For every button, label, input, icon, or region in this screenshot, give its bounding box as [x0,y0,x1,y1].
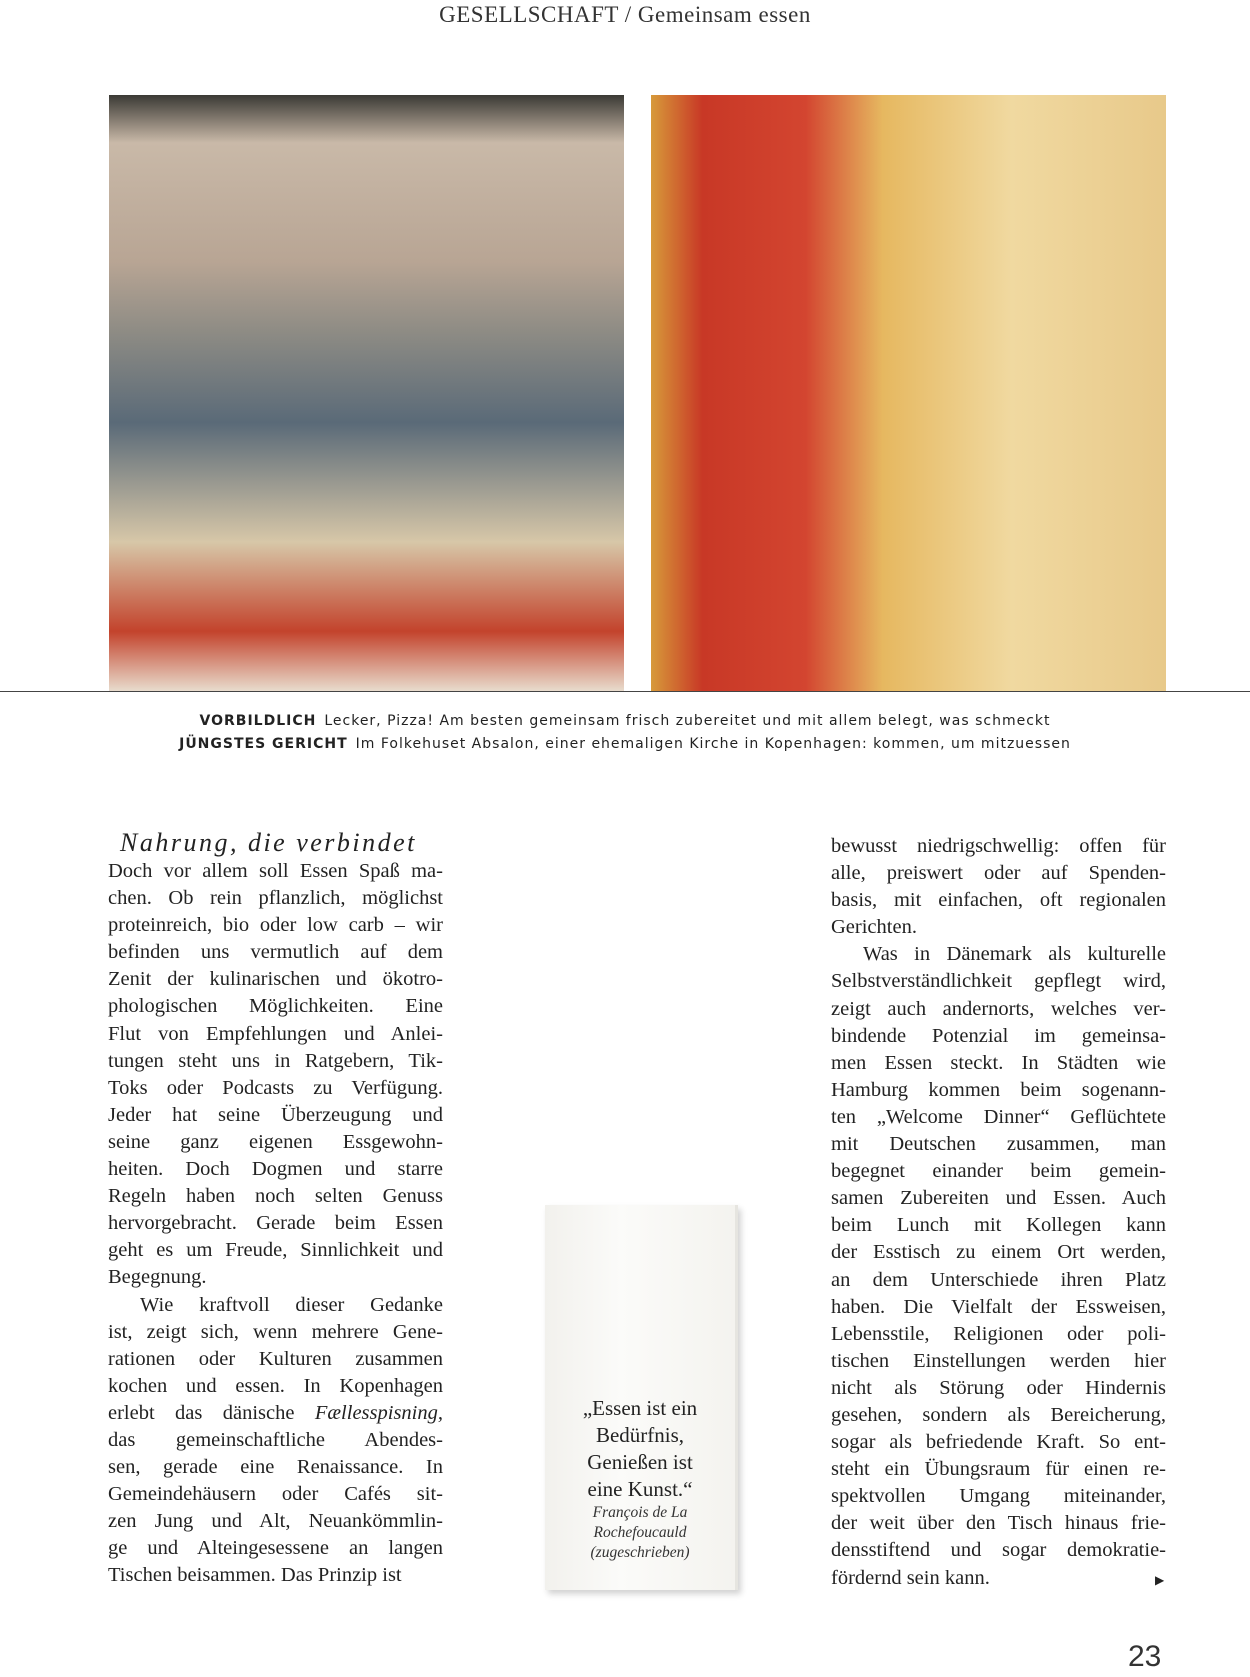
text-line: beim Lunch mit Kollegen kann [831,1214,1166,1237]
caption-text: Im Folkehuset Absalon, einer ehemaligen Kirche in Kopenhagen: kommen, um mitzuessen [355,736,1071,752]
text-line: zeigt auch andernorts, welches ver- [831,997,1166,1020]
quote-author: Rochefoucauld [593,1524,687,1541]
caption-label: VORBILDLICH [199,713,317,729]
quote-line: eine Kunst.“ [587,1477,693,1501]
text-line: fördernd sein kann. [831,1566,990,1589]
text-line: mit Deutschen zusammen, man [831,1133,1166,1156]
text-line: der weit über den Tisch hinaus frie- [831,1512,1166,1535]
quote-author: François de La [592,1504,688,1521]
text-line: nicht als Störung oder Hindernis [831,1376,1166,1399]
text-line: bewusst niedrigschwellig: offen für [831,835,1166,857]
text-line: der Esstisch zu einem Ort werden, [831,1241,1166,1264]
section-header: GESELLSCHAFT / Gemeinsam essen [439,2,811,27]
text-line: spektvollen Umgang miteinander, [831,1485,1166,1508]
text-line: zen Jung und Alt, Neuankömmlin- [108,1510,443,1533]
quote-author: (zugeschrieben) [590,1544,690,1561]
text-line: alle, preiswert oder auf Spenden- [831,862,1166,885]
text-line: Flut von Empfehlungen und Anlei- [108,1022,443,1045]
text-line: Gemeindehäusern oder Cafés sit- [108,1483,443,1506]
text-line: steht ein Übungsraum für einen re- [831,1458,1166,1481]
text-line: gesehen, sondern als Bereicherung, [831,1403,1166,1426]
text-line: Tischen beisammen. Das Prinzip ist [108,1564,402,1587]
divider [0,691,1250,692]
text-line: men Essen steckt. In Städten wie [831,1051,1166,1074]
text-line: ten „Welcome Dinner“ Geflüchtete [831,1105,1166,1128]
caption-1 [0,713,1250,729]
page-number: 23 [1128,1640,1162,1673]
caption-2 [0,736,1250,752]
text-line: Doch vor allem soll Essen Spaß ma- [108,860,443,882]
text-line: sen, gerade eine Renaissance. In [108,1456,443,1479]
quote [545,1395,735,1563]
text-line: ist, zeigt sich, wenn mehrere Gene- [108,1320,443,1343]
text-line: das gemeinschaftliche Abendes- [108,1428,443,1451]
text-line: Regeln haben noch selten Genuss [108,1185,443,1208]
text-line: ge und Alteingesessene an langen [108,1537,443,1560]
text-line: Jeder hat seine Überzeugung und [108,1103,443,1126]
text-line: kochen und essen. In Kopenhagen [108,1374,443,1397]
text-line: Hamburg kommen beim sogenann- [831,1078,1166,1101]
photo-church-communal-dinner [651,95,1166,691]
text-line: Was in Dänemark als kulturelle [863,943,1166,966]
text-line: erlebt das dänische Fællesspisning, [108,1401,443,1424]
text-line: densstiftend und sogar demokratie- [831,1539,1166,1562]
quote-line: Bedürfnis, [595,1423,685,1447]
text-line: rationen oder Kulturen zusammen [108,1347,443,1370]
quote-line: „Essen ist ein [582,1396,698,1420]
continue-arrow-icon: ▶ [1155,1573,1165,1587]
text-line: geht es um Freude, Sinnlichkeit und [108,1239,443,1262]
text-line: samen Zubereiten und Essen. Auch [831,1187,1166,1210]
text-line: basis, mit einfachen, oft regionalen [831,889,1166,912]
text-line: phologischen Möglichkeiten. Eine [108,995,443,1018]
text-line: bindende Potenzial im gemeinsa- [831,1024,1166,1047]
text-line: befinden uns vermutlich auf dem [108,941,443,964]
caption-text: Lecker, Pizza! Am besten gemeinsam frisch zubereitet und mit allem belegt, was schmeckt [324,713,1051,729]
photo-father-daughter-pizza [109,95,624,691]
text-line: Selbstverständlichkeit gepflegt wird, [831,970,1166,993]
text-line: Toks oder Podcasts zu Verfügung. [108,1076,443,1099]
text-line: begegnet einander beim gemein- [831,1160,1166,1183]
text-line: heiten. Doch Dogmen und starre [108,1158,443,1181]
text-line: Begegnung. [108,1266,207,1289]
text-line: Zenit der kulinarischen und ökotro- [108,968,443,991]
text-line: Wie kraftvoll dieser Gedanke [140,1293,443,1316]
text-column-right [831,833,1166,1592]
subheading: Nahrung, die verbindet [120,828,417,857]
text-line: proteinreich, bio oder low carb – wir [108,914,443,937]
text-column-left [108,828,443,1590]
text-line: an dem Unterschiede ihren Platz [831,1268,1166,1291]
quote-line: Genießen ist [587,1450,693,1474]
text-line: tungen steht uns in Ratgebern, Tik- [108,1049,443,1072]
text-line: hervorgebracht. Gerade beim Essen [108,1212,443,1235]
text-line: Lebensstile, Religionen oder poli- [831,1322,1166,1345]
text-line: seine ganz eigenen Essgewohn- [108,1130,443,1153]
text-line: chen. Ob rein pflanzlich, möglichst [108,887,443,910]
text-line: haben. Die Vielfalt der Essweisen, [831,1295,1166,1318]
quote-napkin [545,1205,738,1590]
text-line: tischen Einstellungen werden hier [831,1349,1166,1372]
text-line: Gerichten. [831,916,917,939]
caption-label: JÜNGSTES GERICHT [179,736,348,752]
text-line: sogar als befriedende Kraft. So ent- [831,1431,1166,1454]
